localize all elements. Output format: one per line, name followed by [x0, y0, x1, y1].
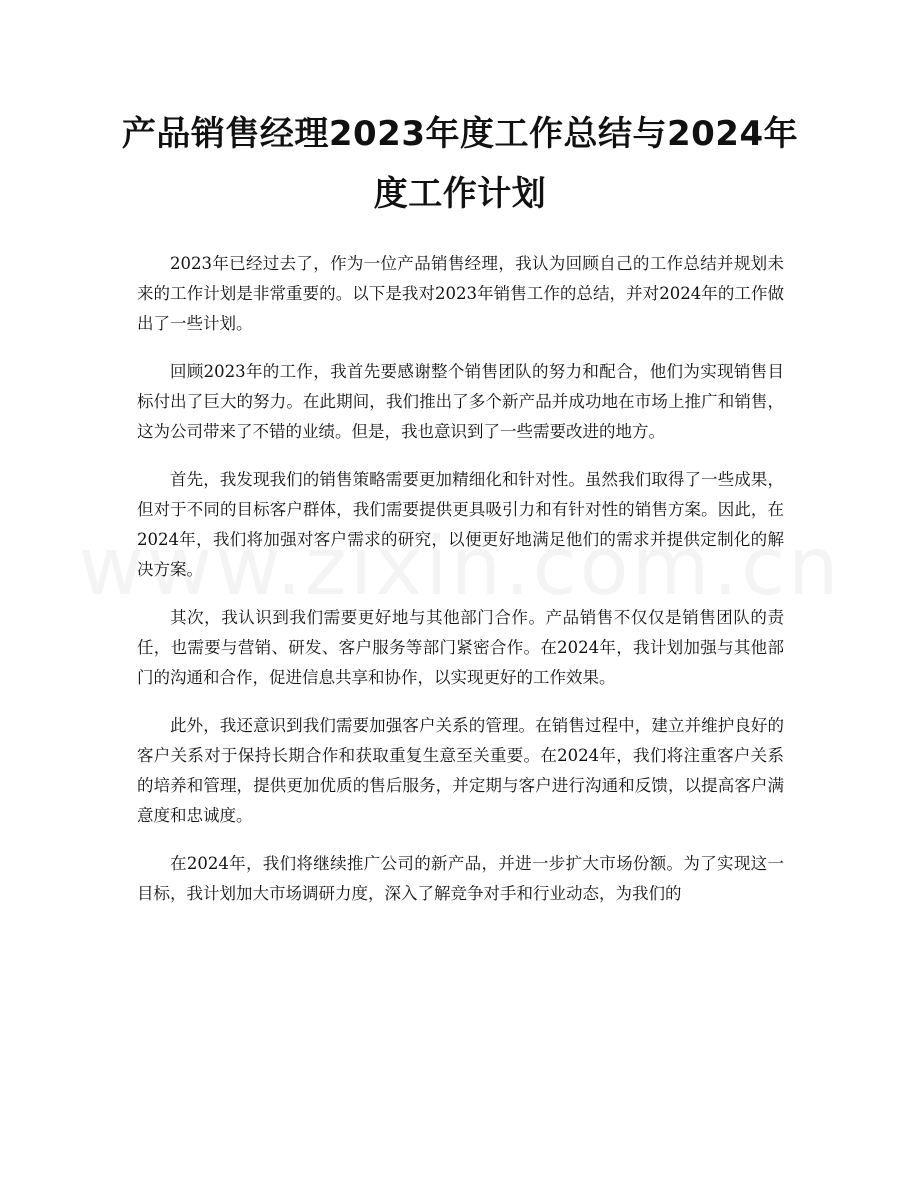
document-title: 产品销售经理2023年度工作总结与2024年度工作计划: [121, 114, 799, 214]
paragraph: 此外，我还意识到我们需要加强客户关系的管理。在销售过程中，建立并维护良好的客户关系对于保持长期合作和获取重复生意至关重要。在2024年，我们将注重客户关系的培养和管理，提供更加优质的售后服务，并定期与客户进行沟通和反馈，以提高客户满意度和忠诚度。: [137, 716, 784, 825]
paragraph: 其次，我认识到我们需要更好地与其他部门合作。产品销售不仅仅是销售团队的责任，也需要与营销、研发、客户服务等部门紧密合作。在2024年，我计划加强与其他部门的沟通和合作，促进信息共享和协作，以实现更好的工作效果。: [137, 608, 784, 687]
paragraph: 在2024年，我们将继续推广公司的新产品，并进一步扩大市场份额。为了实现这一目标，我计划加大市场调研力度，深入了解竞争对手和行业动态，为我们的: [137, 854, 784, 903]
paragraph: 回顾2023年的工作，我首先要感谢整个销售团队的努力和配合，他们为实现销售目标付出了巨大的努力。在此期间，我们推出了多个新产品并成功地在市场上推广和销售，这为公司带来了不错的业绩。但是，我也意识到了一些需要改进的地方。: [137, 362, 784, 441]
document-body: [137, 249, 784, 927]
paragraph: 首先，我发现我们的销售策略需要更加精细化和针对性。虽然我们取得了一些成果，但对于不同的目标客户群体，我们需要提供更具吸引力和有针对性的销售方案。因此，在2024年，我们将加强对客户需求的研究，以便更好地满足他们的需求并提供定制化的解决方案。: [137, 470, 784, 579]
paragraph: 2023年已经过去了，作为一位产品销售经理，我认为回顾自己的工作总结并规划未来的工作计划是非常重要的。以下是我对2023年销售工作的总结，并对2024年的工作做出了一些计划。: [137, 254, 784, 333]
